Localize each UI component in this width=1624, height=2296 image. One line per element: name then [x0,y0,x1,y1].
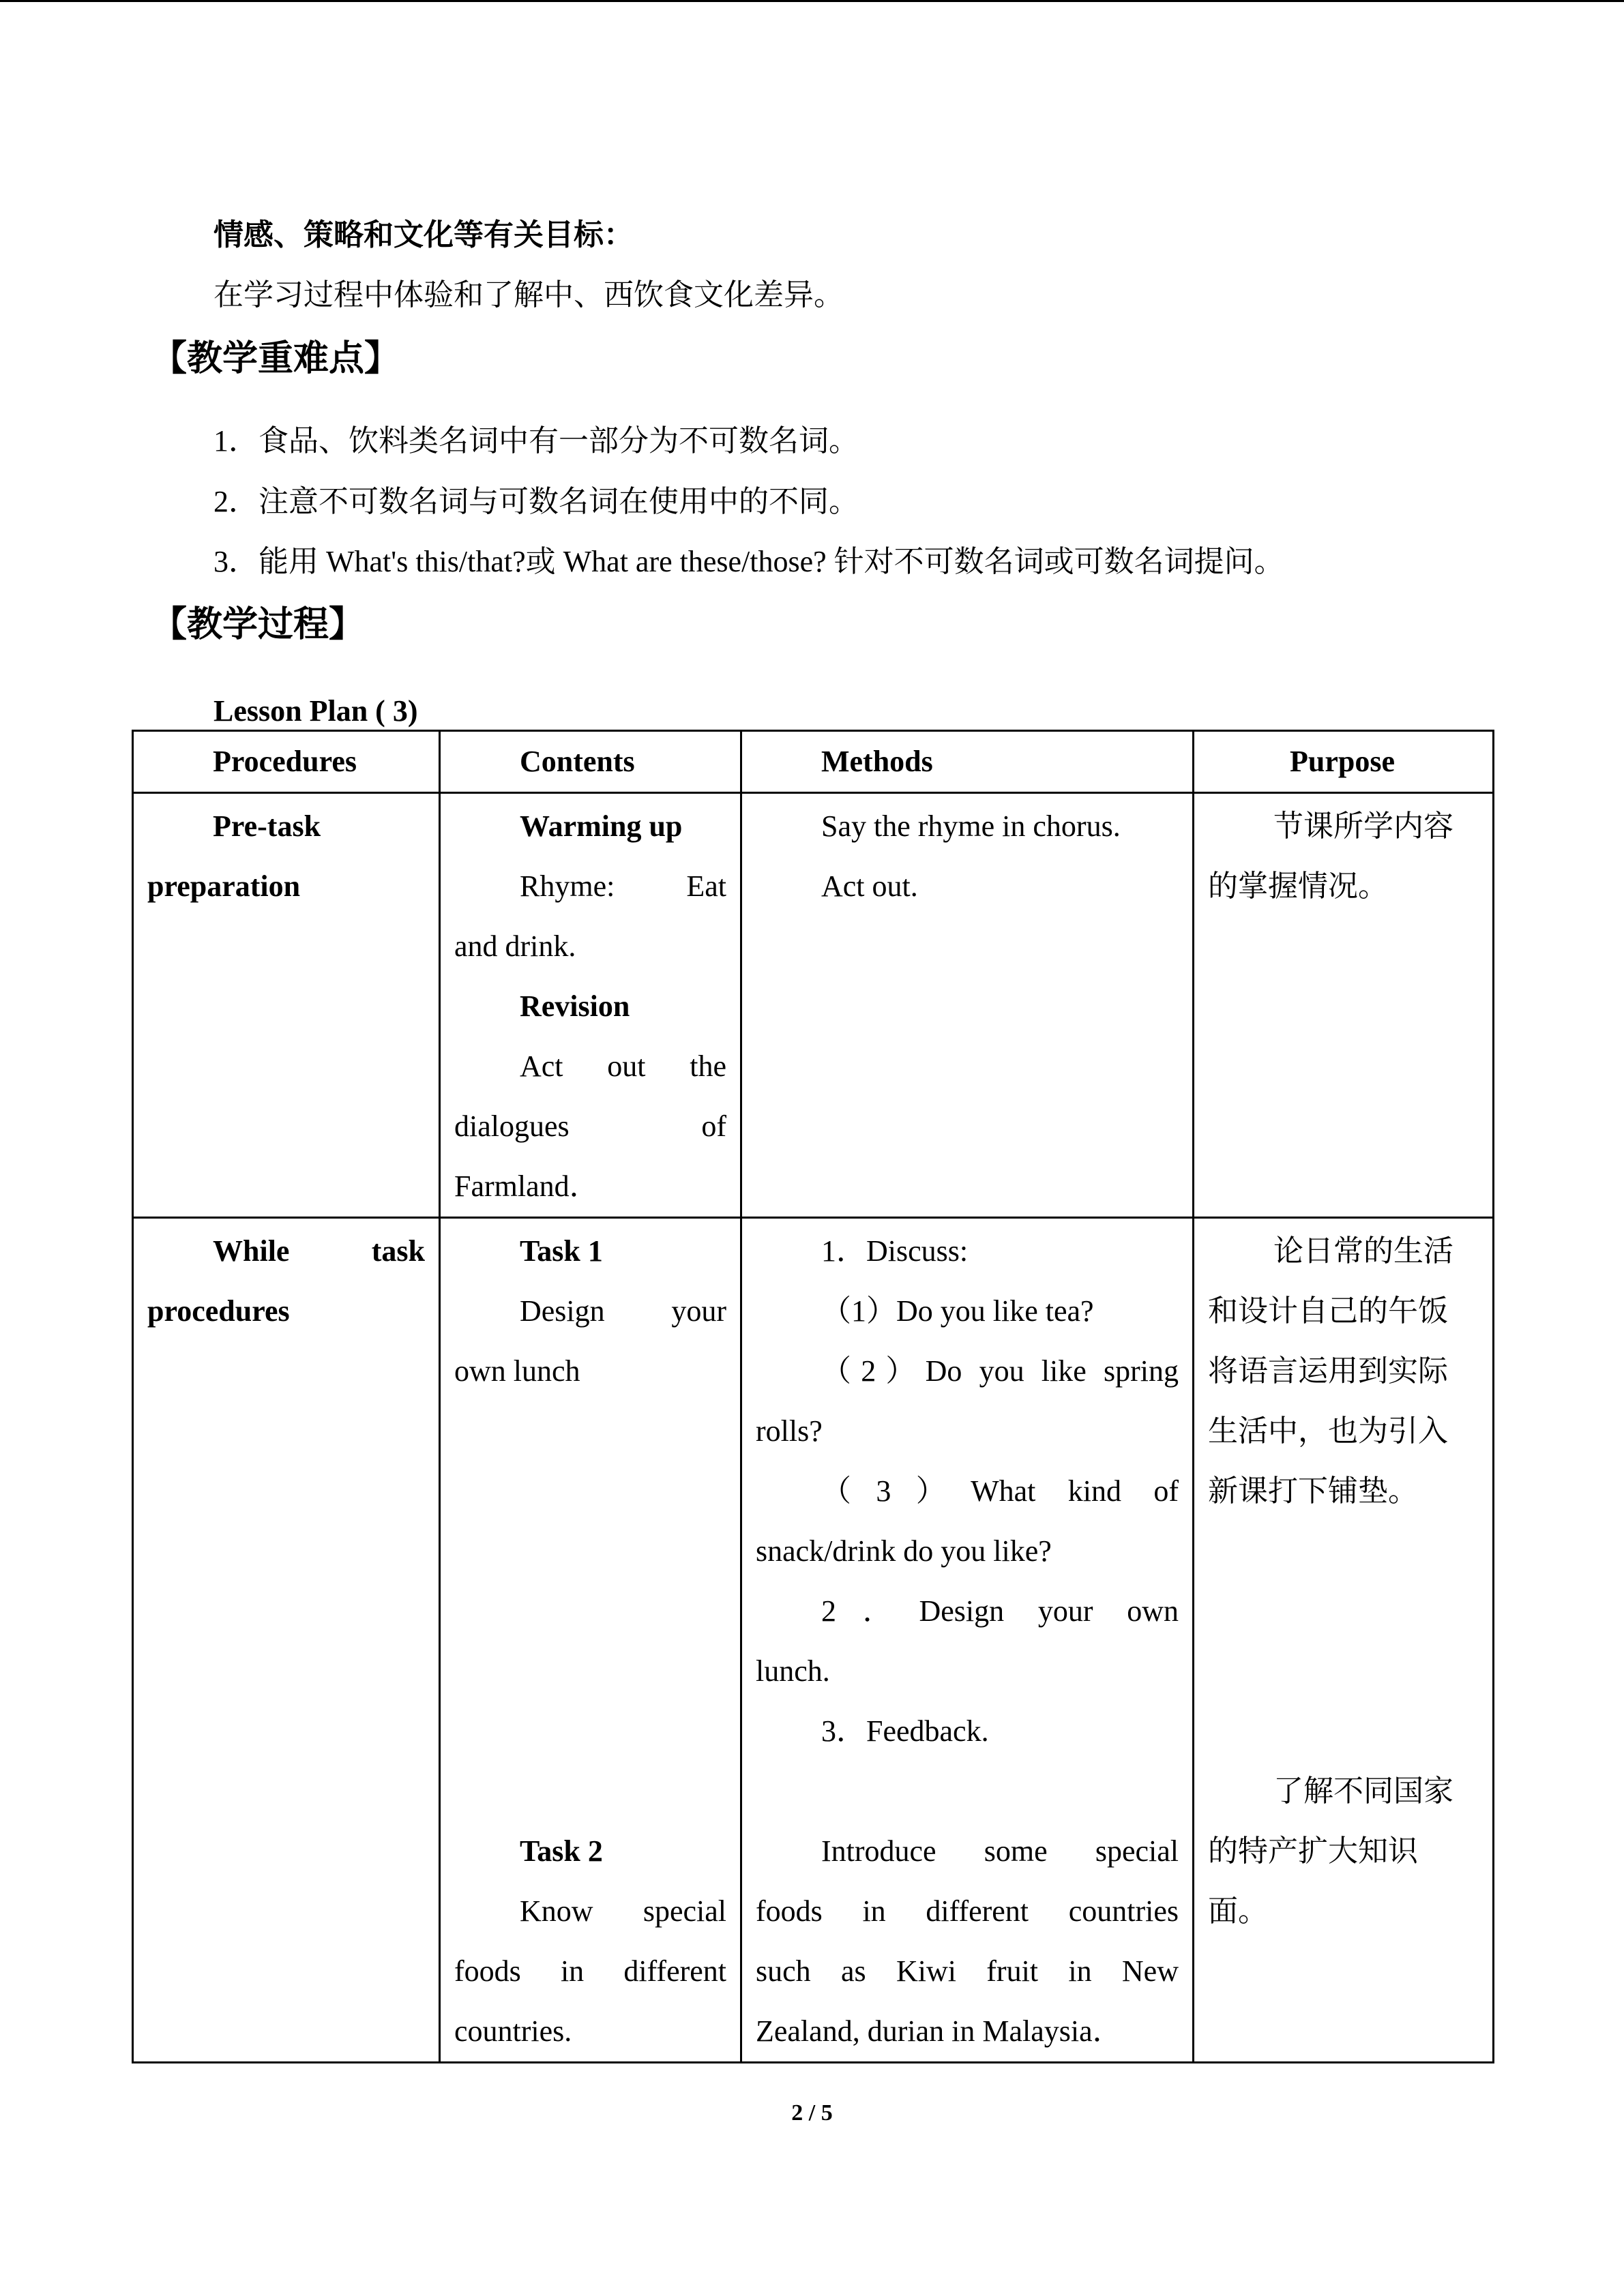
pre-task-label: Pre-task [213,809,321,843]
task2-title: Task 2 [520,1834,603,1868]
task1-line-1 [454,1281,726,1341]
header-purpose: Purpose [1194,731,1494,793]
task2-line-3: countries. [454,2014,572,2048]
rhyme-line [454,856,726,916]
rhyme-word-b: Eat [686,869,726,903]
revision-title: Revision [520,989,630,1023]
method-discuss: 1．Discuss: [821,1234,969,1268]
method2-line-3: such as Kiwi fruit in New [756,1954,1179,1988]
key-point-3: 3．能用 What's this/that?或 What are these/those? 针对不可数名词或可数名词提问。 [213,545,1284,578]
header-contents: Contents [440,731,741,793]
lesson-plan-table [132,730,1494,2063]
purpose1-line-5: 新课打下铺垫。 [1208,1474,1418,1508]
key-point-2: 2．注意不可数名词与可数名词在使用中的不同。 [213,485,859,518]
task1-line-2: own lunch [454,1354,580,1388]
purpose-pre-1: 节课所学内容 [1273,809,1453,843]
cell-contents-while-task [440,1218,741,2063]
revision-word-2: out [607,1049,646,1083]
spacer [454,1521,726,1581]
cell-methods-while-task [741,1218,1194,2063]
cell-procedure-pre-task [133,793,440,1218]
cell-contents-pre-task [440,793,741,1218]
revision-word-1: Act [520,1049,563,1083]
revision-line-3: Farmland． [454,1169,600,1203]
goals-title: 情感、策略和文化等有关目标： [213,218,634,252]
spacer [454,1701,726,1761]
purpose1-line-4: 生活中，也为引入 [1208,1414,1448,1448]
method-q3-cont: snack/drink do you like? [756,1534,1052,1568]
purpose1-line-3: 将语言运用到实际 [1208,1354,1448,1388]
key-points-heading: 【教学重难点】 [151,340,400,378]
procedures-label: procedures [147,1294,290,1328]
purpose-pre-2: 的掌握情况。 [1208,869,1388,903]
spacer [1208,1521,1479,1581]
rhyme-word-a: Rhyme: [520,869,615,903]
warming-up-title: Warming up [520,809,683,843]
revision-word-4: dialogues [454,1109,570,1143]
cell-procedure-while-task [133,1218,440,2063]
spacer [454,1761,726,1821]
spacer [1208,1641,1479,1701]
task1-word-design: Design [520,1294,605,1328]
spacer [454,1581,726,1641]
purpose1-line-2: 和设计自己的午饭 [1208,1294,1448,1328]
table-header-row [133,731,1494,793]
while-word: While [213,1234,290,1268]
method-q2-cont: rolls? [756,1414,823,1448]
revision-word-5: of [701,1109,726,1143]
method-q1: （1）Do you like tea? [821,1294,1094,1328]
revision-word-3: the [690,1049,726,1083]
method-act-out: Act out. [821,869,918,903]
method2-line-1: Introduce some special [821,1834,1179,1868]
spacer [756,1761,1179,1821]
cell-purpose-pre-task [1194,793,1494,1218]
purpose2-line-1: 了解不同国家 [1273,1774,1453,1808]
method-rhyme: Say the rhyme in chorus. [821,809,1121,843]
task1-title: Task 1 [520,1234,603,1268]
page-number: 2 / 5 [791,2100,833,2126]
task2-line-1: Know special [520,1894,726,1928]
method-q2: （2）Do you like spring [821,1354,1179,1388]
header-procedures: Procedures [133,731,440,793]
table-row-while-task [133,1218,1494,2063]
revision-line-1 [454,1037,726,1097]
method-q3: （3）What kind of [821,1474,1179,1508]
spacer [454,1461,726,1521]
task2-line-2: foods in different [454,1954,726,1988]
method-design: 2．Design your own [821,1594,1179,1628]
header-methods: Methods [741,731,1194,793]
purpose2-line-2: 的特产扩大知识 [1208,1834,1418,1868]
purpose2-line-3: 面。 [1208,1894,1268,1928]
spacer [454,1641,726,1701]
method2-line-2: foods in different countries [756,1894,1179,1928]
purpose1-line-1: 论日常的生活 [1273,1234,1453,1268]
while-task-label [147,1221,425,1281]
lesson-plan-title: Lesson Plan ( 3) [213,694,418,728]
spacer [1208,1581,1479,1641]
method-design-cont: lunch. [756,1654,830,1688]
task-word: task [371,1234,425,1268]
preparation-label: preparation [147,869,301,903]
method2-line-4: Zealand, durian in Malaysia． [756,2014,1123,2048]
revision-line-2 [454,1097,726,1157]
spacer [454,1401,726,1461]
task1-word-your: your [671,1294,726,1328]
process-heading: 【教学过程】 [151,606,365,644]
method-feedback: 3．Feedback. [821,1714,989,1748]
spacer [1208,1701,1479,1761]
cell-methods-pre-task [741,793,1194,1218]
table-row-pre-task [133,793,1494,1218]
top-border-line [0,0,1624,2]
key-point-1: 1．食品、饮料类名词中有一部分为不可数名词。 [213,424,859,458]
rhyme-line-2: and drink. [454,929,576,963]
goals-text: 在学习过程中体验和了解中、西饮食文化差异。 [213,278,844,312]
cell-purpose-while-task [1194,1218,1494,2063]
